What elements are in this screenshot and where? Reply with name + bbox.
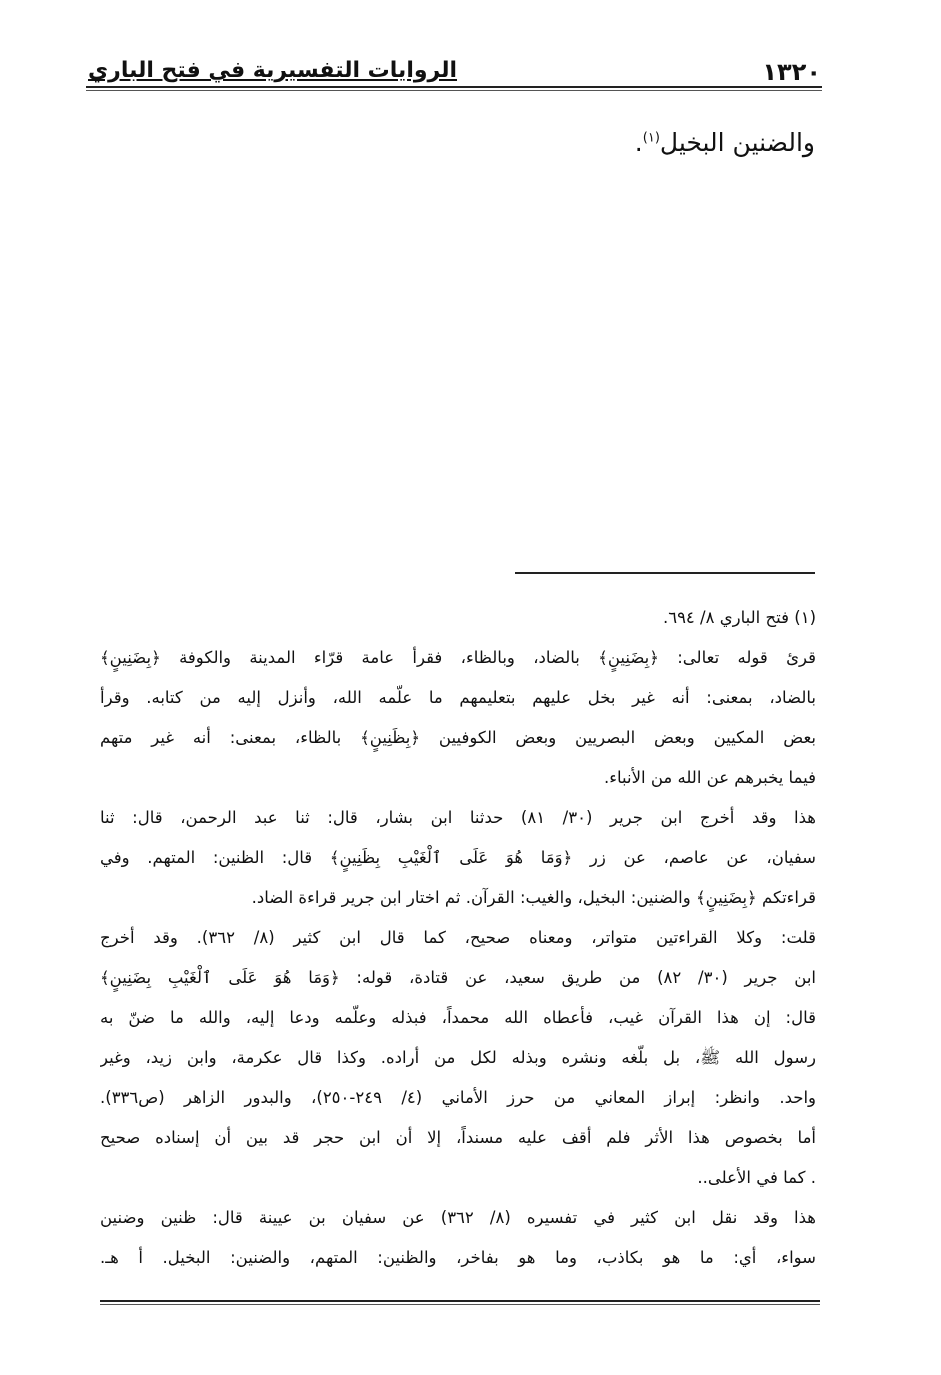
footnote-line: واحد. وانظر: إبراز المعاني من حرز الأماني (٤/ ٢٤٩-٢٥٠)، والبدور الزاهر (ص٣٣٦). [100, 1088, 816, 1107]
page-number: ١٣٢٠ [762, 58, 821, 86]
footnote-reference[interactable]: (١) [642, 130, 660, 146]
footnote-line: قلت: وكلا القراءتين متواتر، ومعناه صحيح، كما قال ابن كثير (٨/ ٣٦٢). وقد أخرج [100, 928, 816, 947]
header-rule [86, 86, 822, 91]
footnotes [100, 602, 816, 1282]
footnote-line: بعض المكيين وبعض البصريين وبعض الكوفيين ﴿بِظَنِينٍ﴾ بالظاء، بمعنى: أنه غير متهم [100, 728, 816, 747]
footnote-1-source: (١) فتح الباري ٨/ ٦٩٤. [662, 608, 816, 627]
footnote-line: ابن جرير (٣٠/ ٨٢) من طريق سعيد، عن قتادة، قوله: ﴿وَمَا هُوَ عَلَى ٱلْغَيْبِ بِضَنِينٍ﴾ [100, 968, 816, 987]
footnote-line: بالضاد، بمعنى: أنه غير بخل عليهم بتعليمهم ما علّمه الله، وأنزل إليه من كتابه. وقرأ [100, 688, 816, 707]
footnote-line: . كما في الأعلى.. [697, 1168, 816, 1187]
bottom-rule [100, 1300, 820, 1305]
footnote-line: سفيان، عن عاصم، عن زر ﴿وَمَا هُوَ عَلَى ٱلْغَيْبِ بِظَنِينٍ﴾ قال: الظنين: المتهم. وفي [100, 848, 816, 867]
footnote-line: سواء، أي: ما هو بكاذب، وما هو بفاخر، والظنين: المتهم، والضنين: البخيل. أ هـ. [100, 1248, 816, 1267]
footnote-line: قرئ قوله تعالى: ﴿بِضَنِينٍ﴾ بالضاد، وبالظاء، فقرأ عامة قرّاء المدينة والكوفة ﴿بِضَنِينٍ﴾ [100, 648, 816, 667]
footnote-line: قراءتكم ﴿بِضَنِينٍ﴾ والضنين: البخيل، والغيب: القرآن. ثم اختار ابن جرير قراءة الضاد. [251, 888, 816, 907]
footnote-line: رسول الله ﷺ، بل بلّغه ونشره وبذله لكل من أراده. وكذا قال عكرمة، وابن زيد، وغير [100, 1048, 816, 1067]
main-text-body: والضنين البخيل [659, 128, 815, 157]
running-header-title: الروايات التفسيرية في فتح الباري [88, 58, 458, 83]
footnote-separator [515, 572, 815, 574]
footnote-line: فيما يخبرهم عن الله من الأنباء. [604, 768, 816, 787]
footnote-line: قال: إن هذا القرآن غيب، فأعطاه الله محمداً، فبذله وعلّمه ودعا إليه، والله ما ضنّ به [100, 1008, 816, 1027]
footnote-line: هذا وقد نقل ابن كثير في تفسيره (٨/ ٣٦٢) عن سفيان بن عيينة قال: ظنين وضنين [100, 1208, 816, 1227]
main-text [635, 128, 815, 157]
main-text-end: . [634, 128, 643, 157]
footnote-line: أما بخصوص هذا الأثر فلم أقف عليه مسنداً، إلا أن ابن حجر قد بين أن إسناده صحيح [100, 1128, 816, 1147]
footnote-line: هذا وقد أخرج ابن جرير (٣٠/ ٨١) حدثنا ابن بشار، قال: ثنا عبد الرحمن، قال: ثنا [100, 808, 816, 827]
